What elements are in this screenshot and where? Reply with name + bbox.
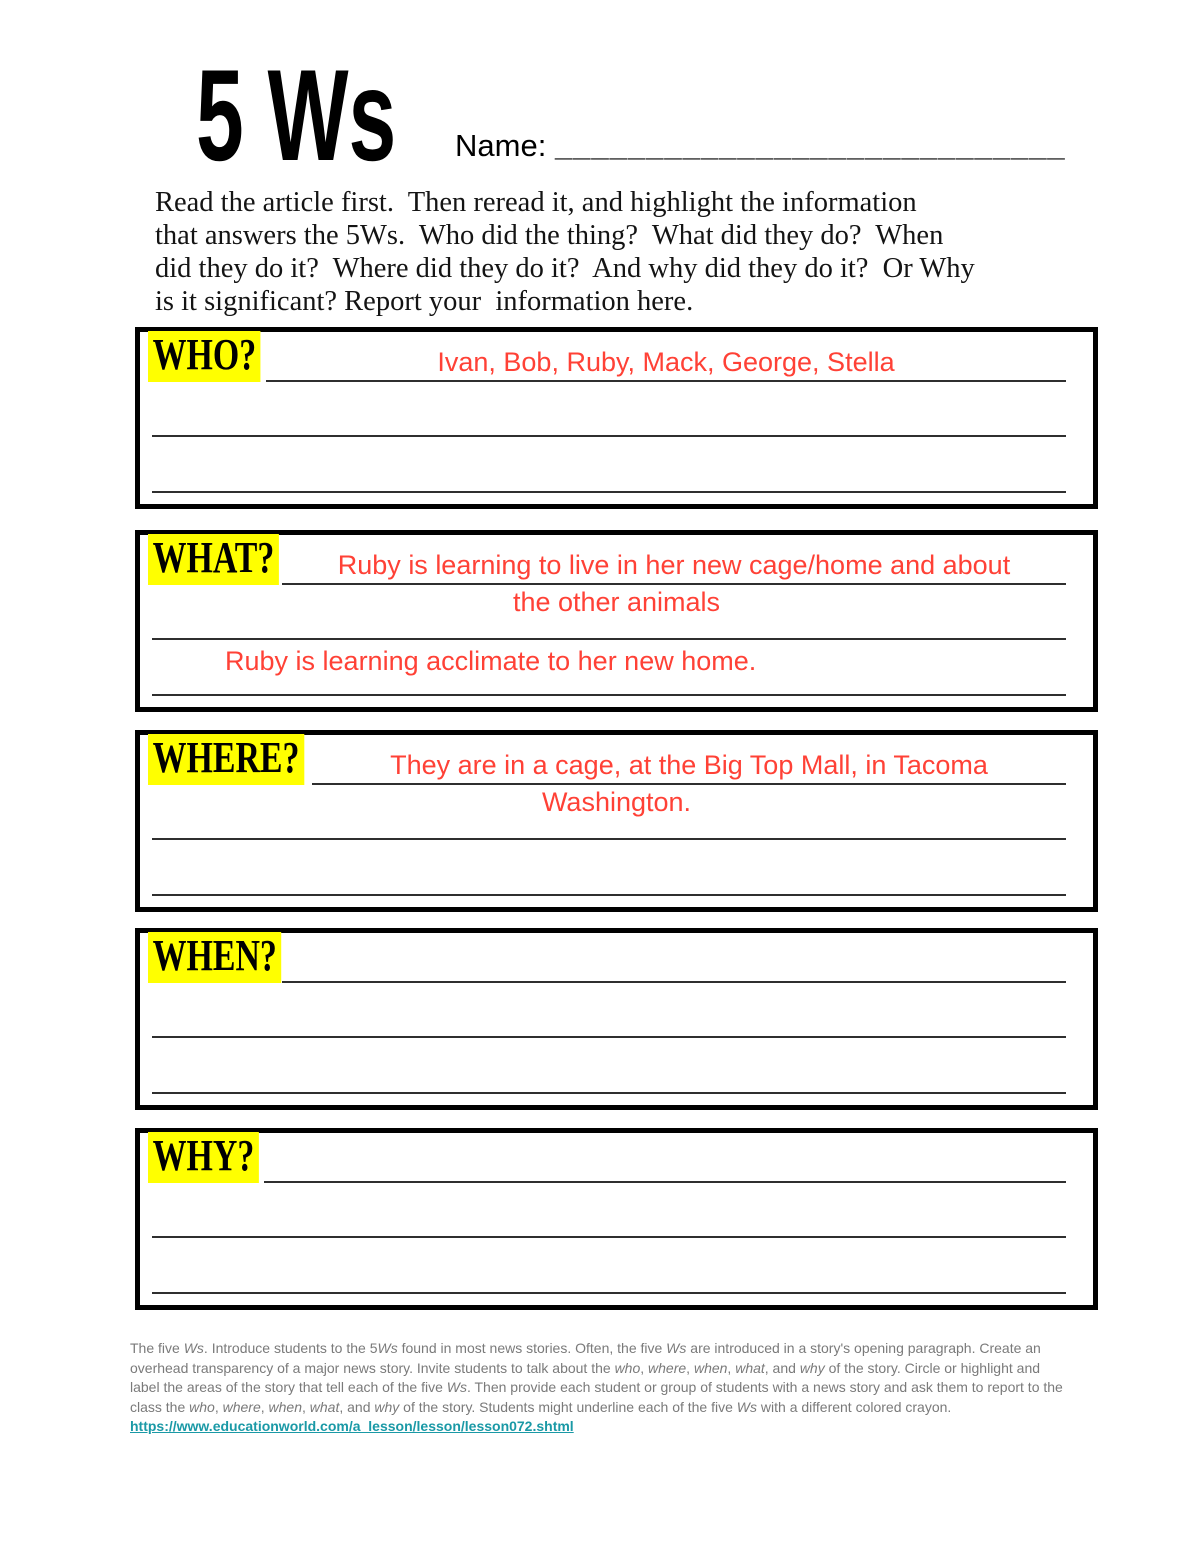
footer-text-line: label the areas of the story that tell each of the five Ws. Then provide each student or group of students with a news story and ask them to report to the	[130, 1379, 1063, 1395]
instructions	[155, 186, 975, 318]
what-answer-line-3	[152, 694, 1066, 696]
footer-note	[130, 1339, 1125, 1437]
why-section	[135, 1128, 1098, 1310]
instructions-line: did they do it? Where did they do it? And why did they do it? Or Why	[155, 253, 975, 284]
what-answer-text: Ruby is learning to live in her new cage/home and about	[337, 550, 1011, 581]
where-answer-center-text: Washington.	[541, 787, 692, 817]
name-blank-line: ____________________________	[554, 128, 1066, 163]
what-answer-line-2	[152, 638, 1066, 640]
instructions-line: Read the article first. Then reread it, and highlight the information	[155, 187, 917, 218]
where-answer-line-3	[152, 894, 1066, 896]
why-answer-line-2	[152, 1236, 1066, 1238]
instructions-line: that answers the 5Ws. Who did the thing? What did they do? When	[155, 220, 944, 251]
who-first-line-row	[148, 330, 1066, 382]
where-section	[135, 730, 1098, 912]
who-label: WHO?	[148, 331, 261, 382]
why-answer-line-1	[264, 1181, 1066, 1183]
footer-text-line: The five Ws. Introduce students to the 5Ws found in most news stories. Often, the five Ws are introduced in a story's opening paragraph. Create an	[130, 1340, 1041, 1356]
when-label-highlight	[148, 931, 277, 983]
who-answer-text: Ivan, Bob, Ruby, Mack, George, Stella	[437, 347, 895, 378]
who-label-highlight	[148, 330, 260, 382]
what-answer-line-1	[282, 550, 1066, 585]
footer-text-line: class the who, where, when, what, and why of the story. Students might underline each of the five Ws with a different colored crayon.	[130, 1398, 952, 1415]
instructions-line: is it significant? Report your information here.	[155, 286, 694, 317]
when-label: WHEN?	[148, 932, 281, 983]
why-label: WHY?	[148, 1132, 259, 1183]
what-label: WHAT?	[148, 534, 279, 585]
source-link[interactable]: https://www.educationworld.com/a_lesson/lesson/lesson072.shtml	[130, 1418, 574, 1434]
when-section	[135, 928, 1098, 1110]
footer-text-line: overhead transparency of a major news story. Invite students to talk about the who, where, when, what, and why of the story. Circle or highlight and	[130, 1359, 1041, 1376]
why-label-highlight	[148, 1131, 258, 1183]
when-first-line-row	[148, 931, 1066, 983]
where-first-line-row	[148, 733, 1066, 785]
why-answer-line-3	[152, 1292, 1066, 1294]
name-row	[455, 128, 1066, 164]
name-label: Name:	[455, 128, 547, 163]
where-label: WHERE?	[148, 734, 304, 785]
where-answer-line-2	[152, 838, 1066, 840]
when-answer-line-1	[282, 981, 1066, 983]
when-answer-line-3	[152, 1092, 1066, 1094]
who-section	[135, 327, 1098, 509]
what-answer-line3-text: Ruby is learning acclimate to her new home.	[225, 646, 757, 676]
who-answer-line-1	[266, 347, 1066, 382]
where-answer-text: They are in a cage, at the Big Top Mall, in Tacoma	[390, 750, 988, 781]
who-answer-line-2	[152, 435, 1066, 437]
what-section	[135, 530, 1098, 712]
where-answer-line-1	[312, 750, 1066, 785]
what-label-highlight	[148, 533, 276, 585]
why-first-line-row	[148, 1131, 1066, 1183]
page-title: 5 Ws	[196, 42, 397, 188]
what-answer-center-text: the other animals	[512, 587, 721, 617]
who-answer-line-3	[152, 491, 1066, 493]
where-label-highlight	[148, 733, 306, 785]
when-answer-line-2	[152, 1036, 1066, 1038]
what-first-line-row	[148, 533, 1066, 585]
